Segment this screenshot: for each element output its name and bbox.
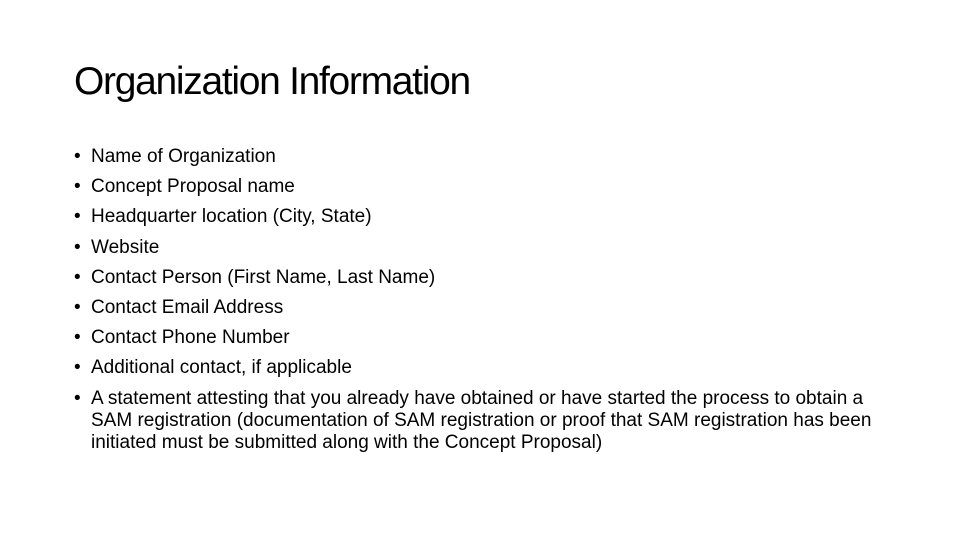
list-item: [74, 172, 894, 202]
list-item-text: Contact Phone Number: [91, 327, 290, 349]
bullet-icon: •: [74, 266, 81, 288]
bullet-icon: •: [74, 387, 81, 409]
list-item: [74, 263, 894, 293]
list-item: [74, 233, 894, 263]
list-item: [74, 353, 894, 383]
list-item: [74, 202, 894, 232]
list-item-text: Additional contact, if applicable: [91, 357, 352, 379]
bullet-icon: •: [74, 176, 81, 198]
list-item-text: Contact Email Address: [91, 297, 284, 319]
bullet-icon: •: [74, 146, 81, 167]
bullet-icon: •: [74, 297, 81, 319]
list-item-text: Headquarter location (City, State): [91, 206, 372, 228]
list-item: [74, 293, 894, 323]
list-item: [74, 388, 894, 454]
list-item-text: A statement attesting that you already have obtained or have started the process to obtain a SAM registration (documentation of SAM registration or proof that SAM registration has been initiated must be submitted along with the Concept Proposal): [91, 387, 872, 453]
list-item-text: Name of Organization: [91, 146, 276, 167]
bullet-icon: •: [74, 206, 81, 228]
bullet-list: [74, 142, 894, 454]
slide-title: Organization Information: [74, 60, 470, 103]
list-item: [74, 323, 894, 353]
list-item: [74, 142, 894, 172]
list-item-text: Concept Proposal name: [91, 176, 295, 198]
bullet-icon: •: [74, 327, 81, 349]
list-item-text: Contact Person (First Name, Last Name): [91, 266, 436, 288]
list-item-text: Website: [91, 236, 160, 258]
bullet-icon: •: [74, 357, 81, 379]
bullet-icon: •: [74, 236, 81, 258]
